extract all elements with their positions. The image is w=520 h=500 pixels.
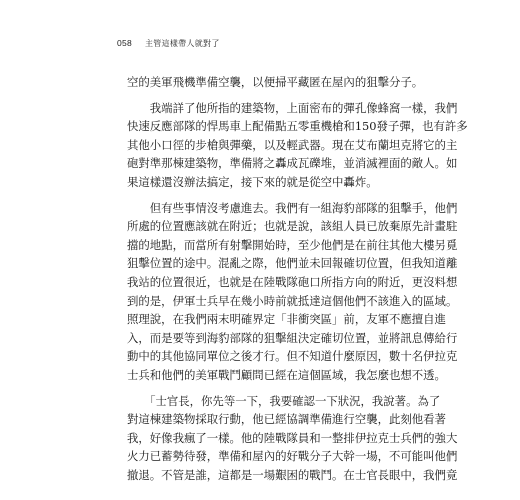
running-title: 主管這樣帶人就對了: [144, 39, 220, 48]
text-line: 其他小口徑的步槍與彈藥，以及輕武器。現在艾布蘭坦克將它的主: [127, 137, 458, 152]
text-line: 擋的地點，而當所有射擊開始時，至少他們是在前往其他大樓另覓: [127, 237, 458, 252]
paragraph-4: [127, 392, 458, 485]
paragraph-2: [127, 99, 468, 192]
text-line: 狙擊位置的途中。混亂之際，他們並未回報確切位置，但我知道離: [127, 256, 458, 271]
text-line: 士兵和他們的美軍戰鬥顧問已經在這個區域，我怎麼也想不透。: [127, 367, 446, 382]
text-line: 對這棟建築物採取行動，他已經協調準備進行空襲，此刻他看著: [127, 412, 446, 427]
text-line: 火力已蓄勢待發，準備和屋內的好戰分子大幹一場，不可能叫他們: [127, 449, 458, 464]
text-line: 我站的位置很近，也就是在陸戰隊砲口所指方向的附近，更沒料想: [127, 274, 458, 289]
text-line: 所處的位置應該就在附近；也就是說，該組人員已放棄原先計畫駐: [127, 219, 458, 234]
text-line: 撤退。不管是誰，這都是一場艱困的戰鬥。在士官長眼中，我們竟: [127, 467, 458, 482]
text-line: 照理說，在我們兩末明確界定「非衝突區」前，友軍不應擅自進: [127, 312, 446, 327]
paragraph-1: [127, 73, 424, 92]
text-line: 但有些事情沒考慮進去。我們有一組海豹部隊的狙擊手，他們: [127, 200, 458, 215]
text-line: 空的美軍飛機準備空襲，以便掃平藏匿在屋內的狙擊分子。: [127, 75, 424, 89]
text-line: 動中的其他協同單位之後才行。但不知道什麼原因，數十名伊拉克: [127, 349, 458, 364]
text-line: 入，而是要等到海豹部隊的狙擊組決定確切位置，並將訊息傳給行: [127, 330, 458, 345]
text-line: 果這樣還沒辦法搞定，接下來的就是從空中轟炸。: [127, 174, 378, 189]
text-line: 「士官長，你先等一下，我要確認一下狀況，我說著。為了: [127, 393, 441, 408]
text-line: 到的是，伊軍士兵早在幾小時前就抵達這個他們不該進入的區域。: [127, 293, 458, 308]
page-number: 058: [117, 38, 133, 48]
paragraph-3: [127, 199, 458, 385]
running-header: [117, 38, 220, 49]
text-line: 砲對準那棟建築物，準備將之轟成瓦礫堆，並消滅裡面的敵人。如: [127, 156, 458, 171]
text-line: 我端詳了他所指的建築物，上面密布的彈孔像蜂窩一樣，我們: [127, 100, 458, 115]
body-text: [127, 73, 468, 484]
text-line: 我，好像我瘋了一樣。他的陸戰隊員和一整排伊拉克士兵們的強大: [127, 430, 458, 445]
text-line: 快速反應部隊的悍馬車上配備點五零重機槍和150發子彈，也有許多: [127, 119, 468, 134]
